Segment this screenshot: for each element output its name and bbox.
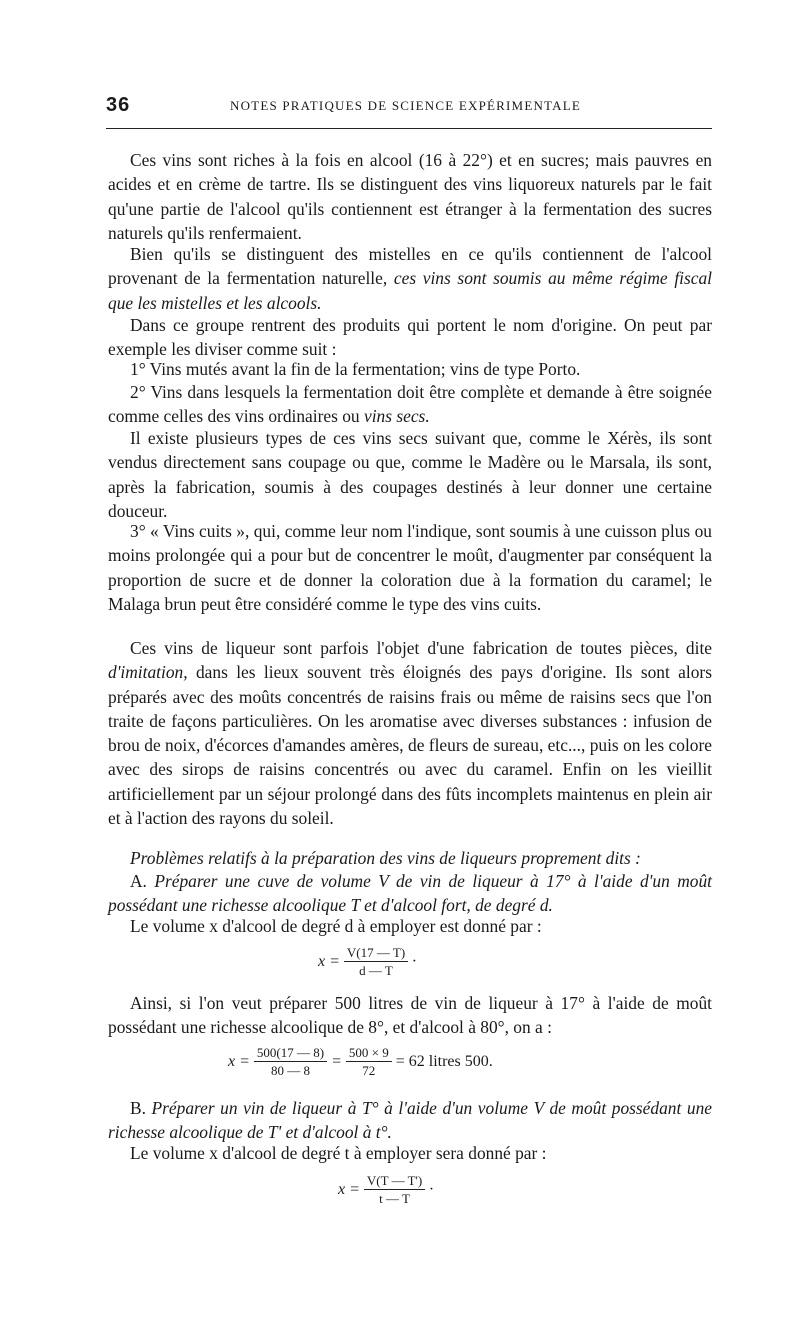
page-number: 36 (106, 94, 131, 116)
formula-example-calculation: x = $\frac{500(17 — 8)}{80 — 8}$ = $\frac{500 \times 9}{72}$ = 62 litres 500. (228, 1045, 493, 1078)
paragraph-dry-wines: Il existe plusieurs types de ces vins secs suivant que, comme le Xérès, ils sont vendus directement sans coupage ou que, comme le Madère ou le Marsala, ils sont, après la fabrication, soumis à des coupages destinés à leur donner une certaine douceur. (108, 428, 712, 521)
paragraph-example: Ainsi, si l'on veut préparer 500 litres de vin de liqueur à 17° à l'aide de moût possédant une richesse alcoolique de 8°, et d'alcool à 80°, on a : (108, 993, 712, 1038)
paragraph-groups: Dans ce groupe rentrent des produits qui portent le nom d'origine. On peut par exemple les diviser comme suit : (108, 315, 712, 360)
paragraph-imitation: Ces vins de liqueur sont parfois l'objet d'une fabrication de toutes pièces, dite d'imitation, dans les lieux souvent très éloignés des pays d'origine. Ils sont alors préparés avec des moûts concentrés de raisins frais ou même de raisins secs que l'on traite de façons particulières. On les aromatise avec diverses substances : infusion de brou de noix, d'écorces d'amandes amères, de fleurs de sureau, etc..., puis on les colore avec des sirops de raisins concentrés ou avec du caramel. Enfin on les vieillit artificiellement par un séjour prolongé dans des fûts incomplets maintenus en plein air et à l'action des rayons du soleil. (108, 638, 712, 829)
fraction: $\frac{V(T — T')}{t — T}$ (364, 1172, 425, 1207)
paragraph-wine-composition: Ces vins sont riches à la fois en alcool (16 à 22°) et en sucres; mais pauvres en acides et en crème de tartre. Ils se distinguent des vins liquoreux naturels par le fait qu'une partie de l'alcool qu'ils contiennent est étranger à la fermentation des sucres naturels qu'ils renfermaient. (108, 150, 712, 243)
formula-volume-alcohol-b: x = $\frac{V(T — T')}{t — T}$ · (338, 1173, 434, 1206)
fraction: $\frac{500 \times 9}{72}$ (346, 1044, 392, 1079)
list-item-3: 3° « Vins cuits », qui, comme leur nom l'indique, sont soumis à une cuisson plus ou moins prolongée qui a pour but de concentrer le moût, d'augmenter par conséquent la proportion de sucre et de donner la coloration due à la formation du caramel; le Malaga brun peut être considéré comme le type des vins cuits. (108, 521, 712, 614)
paragraph-mistelles: Bien qu'ils se distinguent des mistelles en ce qu'ils contiennent de l'alcool provenant de la fermentation naturelle, ces vins sont soumis au même régime fiscal que les mistelles et les alcools. (108, 244, 712, 313)
list-item-2: 2° Vins dans lesquels la fermentation doit être complète et demande à être soignée comme celles des vins ordinaires ou vins secs. (108, 382, 712, 427)
problem-b: B. Préparer un vin de liqueur à T° à l'aide d'un volume V de moût possédant une richesse alcoolique de T' et d'alcool à t°. (108, 1098, 712, 1143)
fraction: $\frac{500(17 — 8)}{80 — 8}$ (254, 1044, 327, 1079)
running-title: NOTES PRATIQUES DE SCIENCE EXPÉRIMENTALE (230, 98, 582, 113)
formula-volume-alcohol: x = $\frac{V(17 — T)}{d — T}$ · (318, 945, 417, 978)
fraction: $\frac{V(17 — T)}{d — T}$ (344, 944, 408, 979)
paragraph-volume-formula-intro: Le volume x d'alcool de degré d à employer est donné par : (130, 916, 542, 936)
problem-a: A. Préparer une cuve de volume V de vin de liqueur à 17° à l'aide d'un moût possédant une richesse alcoolique T et d'alcool fort, de degré d. (108, 871, 712, 916)
header-rule (106, 128, 712, 129)
paragraph-volume-formula-intro-b: Le volume x d'alcool de degré t à employer sera donné par : (130, 1143, 547, 1163)
page-header (106, 94, 712, 124)
problems-heading: Problèmes relatifs à la préparation des vins de liqueurs proprement dits : (130, 848, 641, 868)
list-item-1: 1° Vins mutés avant la fin de la fermentation; vins de type Porto. (130, 359, 581, 379)
